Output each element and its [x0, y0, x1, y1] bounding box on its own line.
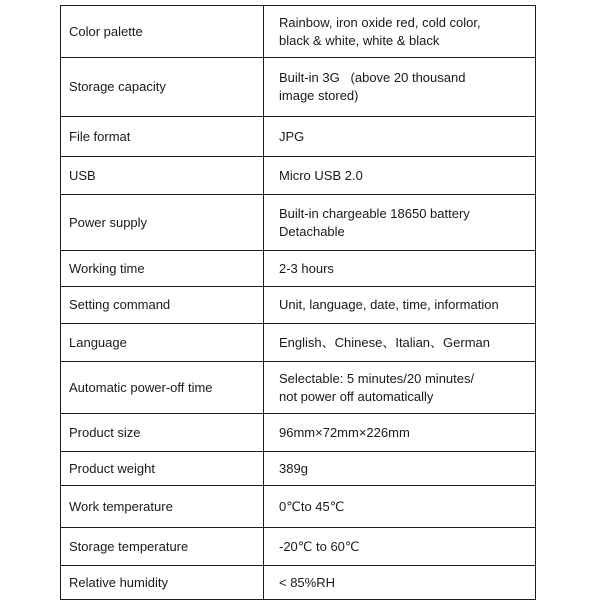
table-row	[61, 157, 536, 195]
table-row	[61, 324, 536, 362]
row-label: Language	[61, 324, 264, 362]
row-value: Unit, language, date, time, information	[264, 287, 536, 324]
row-value: 389g	[264, 452, 536, 486]
row-value: 2-3 hours	[264, 251, 536, 287]
row-label: Color palette	[61, 6, 264, 58]
row-label: Storage capacity	[61, 58, 264, 117]
row-label: File format	[61, 117, 264, 157]
row-label: Setting command	[61, 287, 264, 324]
table-row	[61, 414, 536, 452]
row-value: -20℃ to 60℃	[264, 528, 536, 566]
row-label: Working time	[61, 251, 264, 287]
row-value: < 85%RH	[264, 566, 536, 600]
table-row	[61, 251, 536, 287]
table-row	[61, 287, 536, 324]
row-label: Automatic power-off time	[61, 362, 264, 414]
row-label: Relative humidity	[61, 566, 264, 600]
table-row	[61, 528, 536, 566]
row-label: Storage temperature	[61, 528, 264, 566]
spec-table	[60, 5, 536, 600]
row-value: JPG	[264, 117, 536, 157]
row-value: Built-in 3G (above 20 thousand image stored)	[264, 58, 536, 117]
row-label: Power supply	[61, 195, 264, 251]
row-value: 0℃to 45℃	[264, 486, 536, 528]
row-value: Selectable: 5 minutes/20 minutes/ not power off automatically	[264, 362, 536, 414]
table-row	[61, 452, 536, 486]
row-value: 96mm×72mm×226mm	[264, 414, 536, 452]
table-row	[61, 6, 536, 58]
row-value: Built-in chargeable 18650 battery Detachable	[264, 195, 536, 251]
row-label: Product weight	[61, 452, 264, 486]
table-row	[61, 362, 536, 414]
table-row	[61, 566, 536, 600]
row-value: Rainbow, iron oxide red, cold color, black & white, white & black	[264, 6, 536, 58]
row-label: USB	[61, 157, 264, 195]
row-label: Product size	[61, 414, 264, 452]
table-row	[61, 486, 536, 528]
row-value: Micro USB 2.0	[264, 157, 536, 195]
row-value: English、Chinese、Italian、German	[264, 324, 536, 362]
row-label: Work temperature	[61, 486, 264, 528]
table-row	[61, 58, 536, 117]
table-row	[61, 195, 536, 251]
table-row	[61, 117, 536, 157]
